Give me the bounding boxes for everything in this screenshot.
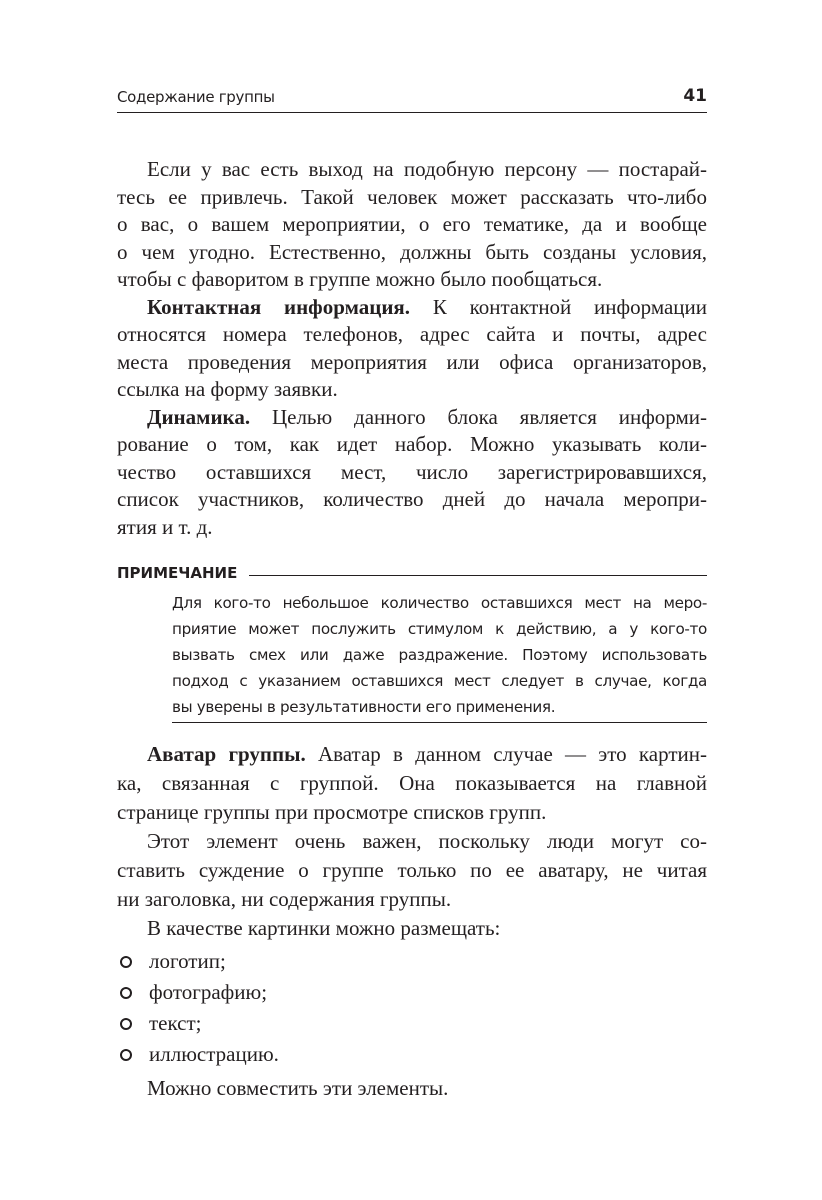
list-item [117,1039,707,1070]
divider [249,575,707,576]
text-line [117,294,707,322]
closing-paragraph [117,1073,707,1103]
divider [172,722,707,723]
note-heading-text: ПРИМЕЧАНИЕ [117,564,238,582]
list-item-text: логотип; [149,949,226,973]
list-item-text: фотографию; [149,980,268,1004]
text-line: чтобы с фаворитом в группе можно было пообщаться. [117,267,603,291]
text-line: вызвать смех или даже раздражение. Поэтому использовать [172,646,707,664]
text-run: К контактной информации [410,294,707,319]
note-heading [117,563,707,583]
bullet-list [117,946,707,1070]
term-dynamics: Динамика. [147,404,251,429]
text-line: ка, связанная с группой. Она показывается на главной [117,771,707,795]
body-text-bottom [117,740,707,943]
bullet-circle-icon [120,987,132,999]
text-line: места проведения мероприятия или офиса организаторов, [117,349,707,374]
note-body [172,590,707,720]
text-line: рование о том, как идет набор. Можно указывать коли- [117,432,707,456]
running-header [117,86,707,113]
list-item-text: иллюстрацию. [149,1042,279,1066]
text-line [117,404,707,432]
text-line: Для кого-то небольшое количество оставшихся мест на меро- [172,594,707,612]
bullet-circle-icon [120,956,132,968]
text-line [117,740,707,769]
body-text-top [117,156,707,541]
text-line: относятся номера телефонов, адрес сайта и почты, адрес [117,322,707,346]
text-line: В качестве картинки можно размещать: [147,916,501,940]
text-line: приятие может послужить стимулом к действию, а у кого-то [172,620,707,638]
bullet-circle-icon [120,1018,132,1030]
text-line: ставить суждение о группе только по ее аватару, не читая [117,858,707,882]
text-line: чество оставшихся мест, число зарегистрировавшихся, [117,459,707,484]
text-line: Если у вас есть выход на подобную персону — постарай- [147,157,707,181]
text-line: тесь ее привлечь. Такой человек может рассказать что-либо [117,184,707,209]
list-item [117,977,707,1008]
term-contact: Контактная информация. [147,294,411,319]
text-run: Аватар в данном случае — это картин- [305,742,707,766]
section-title: Содержание группы [117,88,275,106]
text-line: вы уверены в результативности его применения. [172,698,556,716]
text-line: подход с указанием оставшихся мест следует в случае, когда [172,672,707,690]
list-item [117,946,707,977]
text-line: ятия и т. д. [117,514,213,539]
list-item-text: текст; [149,1011,202,1035]
text-line: Этот элемент очень важен, поскольку люди могут со- [147,829,707,853]
text-line: Можно совместить эти элементы. [147,1076,449,1100]
list-item [117,1008,707,1039]
page-number: 41 [683,86,707,106]
bullet-circle-icon [120,1049,132,1061]
text-line: ни заголовка, ни содержания группы. [117,887,452,911]
term-avatar: Аватар группы. [147,742,306,766]
text-line: список участников, количество дней до начала меропри- [117,487,707,511]
text-line: ссылка на форму заявки. [117,377,338,401]
text-line: о чем угодно. Естественно, должны быть созданы условия, [117,239,707,264]
text-line: странице группы при просмотре списков групп. [117,800,547,824]
text-line: о вас, о вашем мероприятии, о его тематике, да и вообще [117,212,707,236]
text-run: Целью данного блока является информи- [250,404,707,429]
